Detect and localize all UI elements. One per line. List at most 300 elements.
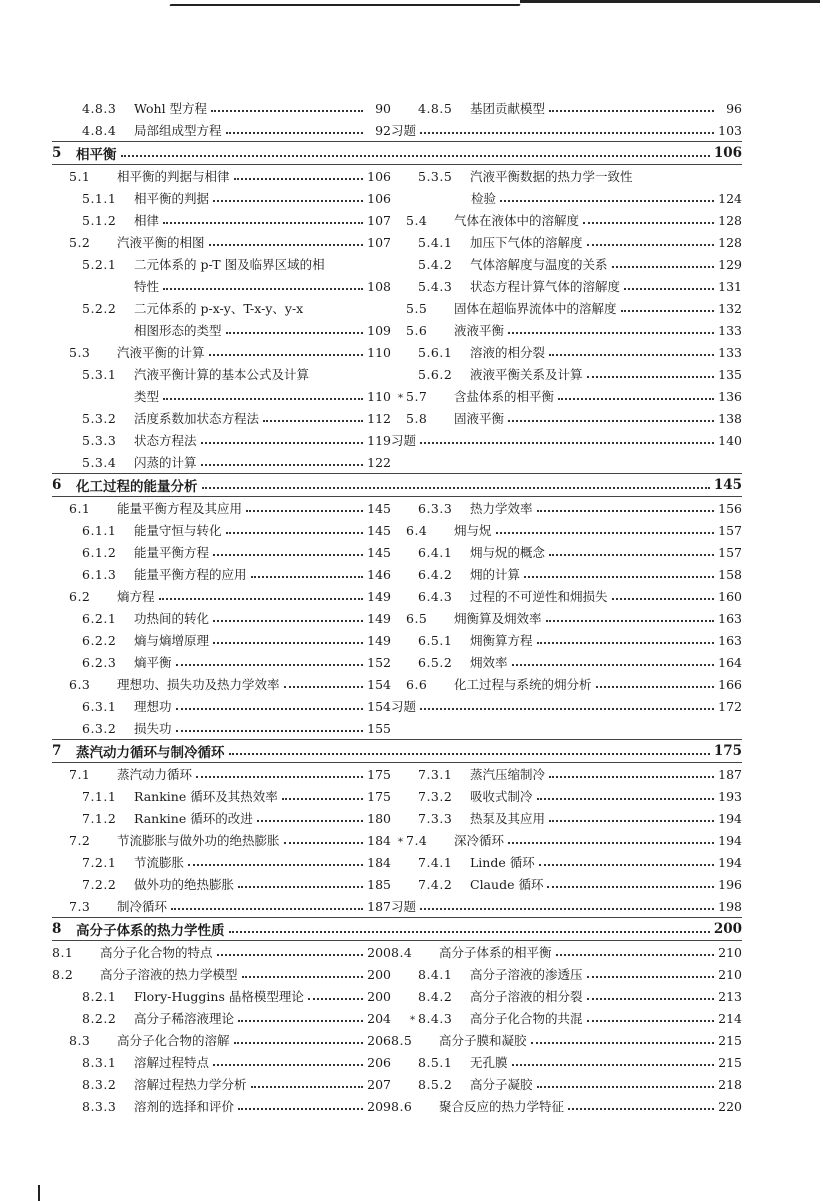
toc-entry[interactable] — [52, 165, 391, 187]
page-number: 108 — [367, 278, 391, 294]
page-number: 90 — [375, 100, 391, 116]
chapter-columns — [52, 165, 742, 473]
section-number — [418, 877, 462, 892]
dot-leader — [587, 376, 714, 378]
dot-leader — [201, 464, 363, 466]
section-number — [418, 345, 462, 360]
toc-entry[interactable] — [391, 319, 742, 341]
section-number — [406, 677, 446, 692]
section-number — [82, 1055, 126, 1070]
section-number-text: 4.8.5 — [418, 100, 453, 116]
chapter-heading[interactable] — [52, 740, 742, 762]
section-number — [69, 833, 109, 848]
dot-leader — [229, 753, 710, 755]
chapter-title: 化工过程的能量分析 — [76, 479, 198, 495]
dot-leader — [196, 776, 363, 778]
chapter-heading[interactable] — [52, 474, 742, 496]
section-number — [418, 235, 462, 250]
section-title: 高分子膜和凝胶 — [439, 1033, 527, 1048]
toc-entry[interactable] — [391, 407, 742, 429]
section-number-text: 5.2.1 — [82, 256, 117, 272]
section-number — [406, 411, 446, 426]
toc-entry[interactable] — [52, 497, 391, 519]
section-number-text: 6.2.3 — [82, 654, 117, 670]
toc-entry[interactable] — [52, 341, 391, 363]
section-number — [82, 1077, 126, 1092]
section-title: 能量守恒与转化 — [134, 523, 222, 538]
dot-leader — [508, 420, 714, 422]
section-number-text: 8.3.1 — [82, 1054, 117, 1070]
section-number-text: 6.5.2 — [418, 654, 453, 670]
page-number: 200 — [367, 988, 391, 1004]
toc-entry[interactable] — [391, 1051, 742, 1073]
toc-entry[interactable] — [391, 231, 742, 253]
page-number: 145 — [367, 522, 391, 538]
section-title: 理想功、损失功及热力学效率 — [117, 677, 280, 692]
section-title: 局部组成型方程 — [134, 123, 222, 138]
toc-entry[interactable] — [52, 807, 391, 829]
section-title: 溶剂的选择和评价 — [134, 1099, 235, 1114]
section-number-text: 5.3.1 — [82, 366, 117, 382]
section-number-text: 8.1 — [52, 944, 74, 960]
dot-leader — [226, 532, 363, 534]
section-number-text: 7.3.2 — [418, 788, 453, 804]
toc-entry[interactable] — [391, 165, 742, 187]
toc-entry-continuation[interactable] — [52, 319, 391, 341]
section-title: 溶解过程热力学分析 — [134, 1077, 247, 1092]
section-number-text: 4.8.3 — [82, 100, 117, 116]
page-number: 138 — [718, 410, 742, 426]
toc-entry[interactable] — [391, 963, 742, 985]
toc-entry[interactable] — [52, 97, 391, 119]
page-number: 129 — [718, 256, 742, 272]
binding-mark — [38, 1185, 40, 1201]
dot-leader — [621, 310, 714, 312]
toc-entry[interactable] — [391, 629, 742, 651]
toc-entry[interactable] — [52, 187, 391, 209]
section-number-text: 5.4.2 — [418, 256, 453, 272]
toc-entry[interactable] — [52, 429, 391, 451]
dot-leader — [282, 798, 363, 800]
section-number — [418, 101, 462, 116]
toc-entry[interactable] — [391, 297, 742, 319]
section-title: Rankine 循环的改进 — [134, 811, 253, 826]
dot-leader — [251, 1086, 363, 1088]
dot-leader — [163, 222, 363, 224]
toc-entry[interactable] — [391, 429, 742, 451]
section-title: 节流膨胀与做外功的绝热膨胀 — [117, 833, 280, 848]
page-number: 158 — [718, 566, 742, 582]
toc-entry[interactable] — [52, 451, 391, 473]
toc-entry[interactable] — [52, 829, 391, 851]
toc-entry[interactable] — [52, 695, 391, 717]
section-number — [82, 877, 126, 892]
page-number: 175 — [713, 743, 742, 759]
dot-leader — [171, 908, 363, 910]
dot-leader — [549, 776, 714, 778]
section-number — [406, 301, 446, 316]
page-number: 107 — [367, 234, 391, 250]
toc-entry[interactable] — [52, 785, 391, 807]
section-title: 制冷循环 — [117, 899, 168, 914]
section-title: 高分子化合物的特点 — [100, 945, 213, 960]
toc-entry[interactable] — [52, 763, 391, 785]
section-number-text: 7.3.1 — [418, 766, 453, 782]
toc-entry[interactable] — [391, 695, 742, 717]
toc-entry[interactable] — [52, 209, 391, 231]
section-title-continued: 类型 — [134, 389, 160, 404]
section-title: 化工过程与系统的㶲分析 — [454, 677, 592, 692]
section-number — [82, 213, 126, 228]
toc-entry[interactable] — [52, 651, 391, 673]
section-title: 二元体系的 p-T 图及临界区域的相 — [134, 257, 325, 272]
section-number-text: 8.5.2 — [418, 1076, 453, 1092]
section-title: 固液平衡 — [454, 411, 505, 426]
section-number-text: 7.2.2 — [82, 876, 117, 892]
section-number-text: 8.5 — [391, 1032, 413, 1048]
section-title: 含盐体系的相平衡 — [454, 389, 555, 404]
toc-entry[interactable] — [391, 275, 742, 297]
section-number-text: 8.6 — [391, 1098, 413, 1114]
section-title: 习题 — [391, 433, 417, 448]
page-number: 163 — [718, 610, 742, 626]
section-number — [82, 699, 126, 714]
section-number — [82, 545, 126, 560]
section-title: 固体在超临界流体中的溶解度 — [454, 301, 617, 316]
section-number — [418, 279, 462, 294]
section-number — [82, 191, 126, 206]
chapter-heading[interactable] — [52, 142, 742, 164]
toc-entry[interactable] — [391, 807, 742, 829]
toc-entry-continuation[interactable] — [391, 187, 742, 209]
toc-entry[interactable] — [391, 985, 742, 1007]
dot-leader — [512, 664, 714, 666]
toc-entry[interactable] — [391, 385, 742, 407]
section-number — [69, 677, 109, 692]
section-number — [82, 257, 126, 272]
dot-leader — [612, 598, 714, 600]
page-number: 124 — [718, 190, 742, 206]
dot-leader — [524, 576, 714, 578]
chapter-columns — [52, 941, 742, 1117]
section-title-continued: 相图形态的类型 — [134, 323, 222, 338]
section-number — [69, 169, 109, 184]
toc-entry[interactable] — [391, 1029, 742, 1051]
section-title: 热泵及其应用 — [470, 811, 546, 826]
section-number-text: 6.3 — [69, 676, 91, 692]
section-number — [69, 589, 109, 604]
dot-leader — [213, 200, 363, 202]
toc-entry[interactable] — [52, 519, 391, 541]
toc-entry[interactable] — [52, 673, 391, 695]
right-column — [391, 165, 742, 473]
section-number-text: 5.1.2 — [82, 212, 117, 228]
toc-entry[interactable] — [52, 1073, 391, 1095]
section-number-text: 7.4 — [406, 832, 428, 848]
section-title: Claude 循环 — [470, 877, 544, 892]
table-of-contents — [52, 97, 742, 1117]
left-column — [52, 763, 391, 917]
dot-leader — [284, 842, 363, 844]
section-title: 汽液平衡计算的基本公式及计算 — [134, 367, 310, 382]
page-number: 200 — [367, 966, 391, 982]
page-number: 145 — [713, 477, 742, 493]
section-number-text: 8.3 — [69, 1032, 91, 1048]
toc-entry[interactable] — [52, 297, 391, 319]
page-number: 198 — [718, 898, 742, 914]
toc-entry[interactable] — [391, 363, 742, 385]
toc-entry[interactable] — [391, 1095, 742, 1117]
toc-entry[interactable] — [52, 941, 391, 963]
section-title: 吸收式制冷 — [470, 789, 533, 804]
section-number-text: 5.6 — [406, 322, 428, 338]
section-number-text: 6.4.3 — [418, 588, 453, 604]
toc-entry[interactable] — [391, 1007, 742, 1029]
dot-leader — [537, 1086, 714, 1088]
section-number-text: 5.3 — [69, 344, 91, 360]
section-number — [398, 832, 446, 848]
chapter-number: 7 — [52, 743, 62, 759]
chapter-heading[interactable] — [52, 918, 742, 940]
toc-entry[interactable] — [52, 541, 391, 563]
section-title: 相平衡的判据 — [134, 191, 210, 206]
section-number — [418, 545, 462, 560]
section-number-text: 5.3.2 — [82, 410, 117, 426]
toc-entry[interactable] — [52, 1095, 391, 1117]
section-title: 理想功 — [134, 699, 172, 714]
section-number-text: 8.3.3 — [82, 1098, 117, 1114]
toc-entry[interactable] — [391, 829, 742, 851]
section-title: 高分子稀溶液理论 — [134, 1011, 235, 1026]
toc-entry[interactable] — [52, 607, 391, 629]
section-number-text: 8.2 — [52, 966, 74, 982]
dot-leader — [213, 620, 363, 622]
section-number — [418, 367, 462, 382]
section-title: 能量平衡方程及其应用 — [117, 501, 243, 516]
section-number — [418, 257, 462, 272]
toc-entry[interactable] — [52, 873, 391, 895]
toc-entry[interactable] — [391, 497, 742, 519]
toc-entry[interactable] — [391, 673, 742, 695]
dot-leader — [234, 1042, 363, 1044]
dot-leader — [496, 532, 714, 534]
toc-entry[interactable] — [391, 119, 742, 141]
page-number: 175 — [367, 766, 391, 782]
toc-entry[interactable] — [391, 651, 742, 673]
section-number — [418, 567, 462, 582]
page-number: 103 — [718, 122, 742, 138]
chapter-number: 6 — [52, 477, 62, 493]
dot-leader — [587, 244, 714, 246]
section-title: 状态方程法 — [134, 433, 197, 448]
toc-entry[interactable] — [391, 341, 742, 363]
toc-entry[interactable] — [52, 1029, 391, 1051]
page-number: 213 — [718, 988, 742, 1004]
page-number: 163 — [718, 632, 742, 648]
page-number: 128 — [718, 212, 742, 228]
section-number-text: 5.6.2 — [418, 366, 453, 382]
section-number-text: 5.3.4 — [82, 454, 117, 470]
toc-entry[interactable] — [52, 1051, 391, 1073]
section-title: 汽液平衡的计算 — [117, 345, 205, 360]
section-number — [418, 989, 462, 1004]
section-number-text: 4.8.4 — [82, 122, 117, 138]
section-title: 气体溶解度与温度的关系 — [470, 257, 608, 272]
section-number — [82, 721, 126, 736]
section-number-text: 7.2 — [69, 832, 91, 848]
toc-entry[interactable] — [391, 209, 742, 231]
dot-leader — [508, 332, 714, 334]
section-number — [82, 855, 126, 870]
dot-leader — [420, 708, 714, 710]
section-number-text: 8.2.2 — [82, 1010, 117, 1026]
dot-leader — [229, 931, 710, 933]
chapter-title: 高分子体系的热力学性质 — [76, 923, 225, 939]
section-number — [82, 523, 126, 538]
page-number: 200 — [367, 944, 391, 960]
dot-leader — [537, 510, 714, 512]
page-number: 154 — [367, 698, 391, 714]
dot-leader — [238, 1020, 363, 1022]
toc-entry[interactable] — [391, 785, 742, 807]
section-number-text: 5.4.3 — [418, 278, 453, 294]
section-title: 溶解过程特点 — [134, 1055, 210, 1070]
section-number-text: 6.2.1 — [82, 610, 117, 626]
dot-leader — [226, 132, 363, 134]
section-number — [391, 1099, 431, 1114]
left-column — [52, 497, 391, 739]
chapter-number: 8 — [52, 921, 62, 937]
toc-entry[interactable] — [52, 1007, 391, 1029]
section-title: 汽液平衡数据的热力学一致性 — [470, 169, 633, 184]
section-number-text: 5.3.5 — [418, 168, 453, 184]
dot-leader — [176, 730, 363, 732]
page-number: 110 — [367, 344, 391, 360]
toc-entry[interactable] — [391, 585, 742, 607]
section-number — [82, 789, 126, 804]
toc-entry[interactable] — [52, 231, 391, 253]
page-number: 149 — [367, 632, 391, 648]
section-title: 蒸汽动力循环 — [117, 767, 193, 782]
toc-entry[interactable] — [391, 895, 742, 917]
section-number-text: 7.1.1 — [82, 788, 117, 804]
dot-leader — [500, 200, 714, 202]
toc-entry[interactable] — [391, 97, 742, 119]
section-number — [410, 1010, 462, 1026]
page-number: 180 — [367, 810, 391, 826]
section-title: 功热间的转化 — [134, 611, 210, 626]
section-title: 相律 — [134, 213, 160, 228]
section-title: 熵与熵增原理 — [134, 633, 210, 648]
section-title: 聚合反应的热力学特征 — [439, 1099, 565, 1114]
dot-leader — [217, 954, 363, 956]
toc-entry[interactable] — [52, 363, 391, 385]
section-number-text: 6.2 — [69, 588, 91, 604]
section-number — [82, 455, 126, 470]
dot-leader — [549, 110, 714, 112]
section-number — [82, 811, 126, 826]
toc-entry[interactable] — [391, 763, 742, 785]
section-number — [82, 567, 126, 582]
section-number — [82, 101, 126, 116]
page-number: 112 — [367, 410, 391, 426]
page-number: 207 — [367, 1076, 391, 1092]
page-number: 206 — [367, 1032, 391, 1048]
toc-entry[interactable] — [391, 1073, 742, 1095]
section-number-text: 5.8 — [406, 410, 428, 426]
toc-entry[interactable] — [52, 895, 391, 917]
toc-entry[interactable] — [52, 563, 391, 585]
dot-leader — [539, 864, 714, 866]
section-number — [82, 989, 126, 1004]
section-title: 能量平衡方程 — [134, 545, 210, 560]
section-number — [418, 855, 462, 870]
toc-entry[interactable] — [52, 851, 391, 873]
toc-entry[interactable] — [52, 985, 391, 1007]
dot-leader — [238, 1108, 363, 1110]
section-title: 闪蒸的计算 — [134, 455, 197, 470]
toc-entry[interactable] — [391, 851, 742, 873]
section-number — [82, 1099, 126, 1114]
section-number — [52, 967, 92, 982]
toc-entry[interactable] — [52, 717, 391, 739]
toc-entry-continuation[interactable] — [52, 275, 391, 297]
toc-entry[interactable] — [391, 541, 742, 563]
toc-entry[interactable] — [391, 519, 742, 541]
section-number — [82, 1011, 126, 1026]
toc-entry[interactable] — [391, 941, 742, 963]
dot-leader — [420, 132, 714, 134]
toc-entry[interactable] — [52, 253, 391, 275]
section-number — [82, 123, 126, 138]
page-number: 145 — [367, 544, 391, 560]
toc-entry[interactable] — [52, 963, 391, 985]
dot-leader — [420, 908, 714, 910]
toc-entry[interactable] — [391, 607, 742, 629]
page-number: 146 — [367, 566, 391, 582]
toc-entry[interactable] — [391, 563, 742, 585]
toc-entry[interactable] — [52, 585, 391, 607]
page-number: 106 — [713, 145, 742, 161]
section-number — [406, 213, 446, 228]
page-number: 140 — [718, 432, 742, 448]
page-number: 133 — [718, 322, 742, 338]
section-title: 热力学效率 — [470, 501, 533, 516]
dot-leader — [251, 576, 363, 578]
page-number: 175 — [367, 788, 391, 804]
toc-entry[interactable] — [52, 407, 391, 429]
toc-entry[interactable] — [52, 629, 391, 651]
toc-entry[interactable] — [52, 119, 391, 141]
page-number: 152 — [367, 654, 391, 670]
section-number-text: 6.3.3 — [418, 500, 453, 516]
page-number: 149 — [367, 610, 391, 626]
section-number — [418, 1077, 462, 1092]
toc-entry[interactable] — [391, 253, 742, 275]
section-number-text: 6.5.1 — [418, 632, 453, 648]
dot-leader — [537, 798, 714, 800]
dot-leader — [163, 398, 363, 400]
toc-entry[interactable] — [391, 873, 742, 895]
page-number: 215 — [718, 1032, 742, 1048]
page-number: 172 — [718, 698, 742, 714]
optional-marker: * — [398, 836, 404, 848]
optional-marker: * — [398, 392, 404, 404]
page-number: 194 — [718, 832, 742, 848]
page-number: 196 — [718, 876, 742, 892]
toc-entry-continuation[interactable] — [52, 385, 391, 407]
section-title: 能量平衡方程的应用 — [134, 567, 247, 582]
